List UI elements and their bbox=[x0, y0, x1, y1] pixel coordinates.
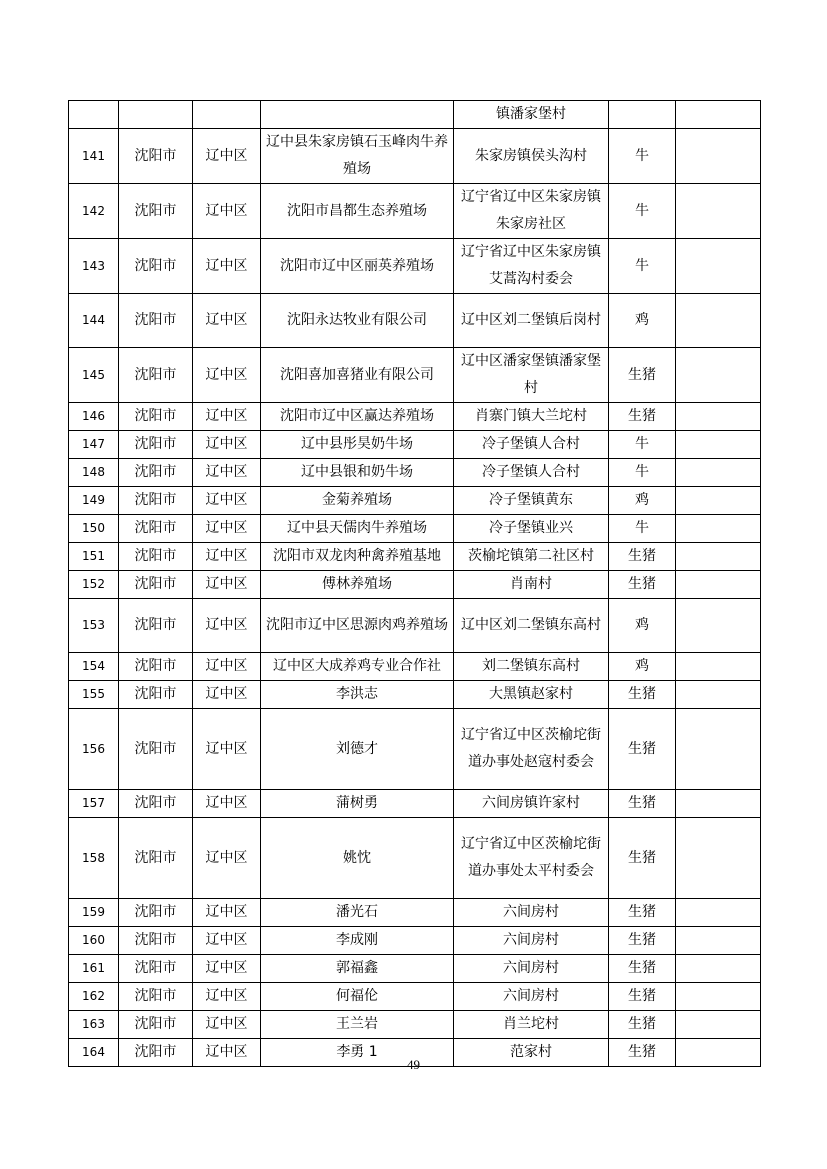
city-cell: 沈阳市 bbox=[119, 599, 193, 653]
remarks-cell bbox=[676, 129, 761, 184]
city-cell: 沈阳市 bbox=[119, 653, 193, 681]
farm-name-cell: 金菊养殖场 bbox=[261, 487, 454, 515]
remarks-cell bbox=[676, 403, 761, 431]
farm-name-cell: 沈阳喜加喜猪业有限公司 bbox=[261, 348, 454, 403]
farm-name-cell: 傅林养殖场 bbox=[261, 571, 454, 599]
city-cell: 沈阳市 bbox=[119, 543, 193, 571]
row-number-cell: 143 bbox=[69, 239, 119, 294]
city-cell: 沈阳市 bbox=[119, 348, 193, 403]
city-cell bbox=[119, 101, 193, 129]
farm-name-cell: 辽中县天儒肉牛养殖场 bbox=[261, 515, 454, 543]
farm-name-cell: 李洪志 bbox=[261, 681, 454, 709]
city-cell: 沈阳市 bbox=[119, 955, 193, 983]
address-cell: 辽宁省辽中区茨榆坨街道办事处太平村委会 bbox=[454, 818, 609, 899]
row-number-cell: 145 bbox=[69, 348, 119, 403]
row-number-cell: 163 bbox=[69, 1011, 119, 1039]
remarks-cell bbox=[676, 487, 761, 515]
remarks-cell bbox=[676, 899, 761, 927]
row-number-cell: 161 bbox=[69, 955, 119, 983]
livestock-type-cell: 生猪 bbox=[609, 790, 676, 818]
table-row bbox=[69, 653, 761, 681]
address-cell: 辽宁省辽中区朱家房镇艾蒿沟村委会 bbox=[454, 239, 609, 294]
city-cell: 沈阳市 bbox=[119, 571, 193, 599]
farm-name-cell: 王兰岩 bbox=[261, 1011, 454, 1039]
remarks-cell bbox=[676, 709, 761, 790]
farm-name-cell: 沈阳市辽中区丽英养殖场 bbox=[261, 239, 454, 294]
table-row bbox=[69, 348, 761, 403]
table-row bbox=[69, 459, 761, 487]
farm-name-cell: 刘德才 bbox=[261, 709, 454, 790]
farm-name-cell: 沈阳永达牧业有限公司 bbox=[261, 294, 454, 348]
registry-table bbox=[68, 100, 761, 1067]
table-row bbox=[69, 818, 761, 899]
livestock-type-cell: 牛 bbox=[609, 129, 676, 184]
remarks-cell bbox=[676, 790, 761, 818]
remarks-cell bbox=[676, 543, 761, 571]
livestock-type-cell: 生猪 bbox=[609, 1011, 676, 1039]
address-cell: 冷子堡镇黄东 bbox=[454, 487, 609, 515]
district-cell: 辽中区 bbox=[193, 431, 261, 459]
livestock-type-cell: 生猪 bbox=[609, 403, 676, 431]
address-cell: 辽宁省辽中区茨榆坨街道办事处赵寇村委会 bbox=[454, 709, 609, 790]
address-cell: 冷子堡镇人合村 bbox=[454, 459, 609, 487]
farm-name-cell: 李成刚 bbox=[261, 927, 454, 955]
table-body bbox=[69, 101, 761, 1067]
livestock-type-cell: 生猪 bbox=[609, 681, 676, 709]
city-cell: 沈阳市 bbox=[119, 709, 193, 790]
district-cell: 辽中区 bbox=[193, 899, 261, 927]
table-row bbox=[69, 790, 761, 818]
farm-name-cell: 郭福鑫 bbox=[261, 955, 454, 983]
farm-name-cell: 沈阳市辽中区思源肉鸡养殖场 bbox=[261, 599, 454, 653]
district-cell: 辽中区 bbox=[193, 459, 261, 487]
table-row bbox=[69, 403, 761, 431]
livestock-type-cell: 牛 bbox=[609, 184, 676, 239]
row-number-cell: 152 bbox=[69, 571, 119, 599]
district-cell bbox=[193, 101, 261, 129]
remarks-cell bbox=[676, 653, 761, 681]
city-cell: 沈阳市 bbox=[119, 431, 193, 459]
table-row bbox=[69, 983, 761, 1011]
row-number-cell: 147 bbox=[69, 431, 119, 459]
district-cell: 辽中区 bbox=[193, 184, 261, 239]
district-cell: 辽中区 bbox=[193, 790, 261, 818]
row-number-cell: 156 bbox=[69, 709, 119, 790]
district-cell: 辽中区 bbox=[193, 129, 261, 184]
district-cell: 辽中区 bbox=[193, 1039, 261, 1067]
row-number-cell: 141 bbox=[69, 129, 119, 184]
district-cell: 辽中区 bbox=[193, 955, 261, 983]
district-cell: 辽中区 bbox=[193, 403, 261, 431]
row-number-cell: 158 bbox=[69, 818, 119, 899]
row-number-cell: 164 bbox=[69, 1039, 119, 1067]
city-cell: 沈阳市 bbox=[119, 899, 193, 927]
table-row bbox=[69, 543, 761, 571]
address-cell: 肖南村 bbox=[454, 571, 609, 599]
livestock-type-cell: 牛 bbox=[609, 459, 676, 487]
address-cell: 六间房村 bbox=[454, 927, 609, 955]
table-row bbox=[69, 709, 761, 790]
city-cell: 沈阳市 bbox=[119, 1011, 193, 1039]
address-cell: 刘二堡镇东高村 bbox=[454, 653, 609, 681]
remarks-cell bbox=[676, 927, 761, 955]
city-cell: 沈阳市 bbox=[119, 790, 193, 818]
address-cell: 茨榆坨镇第二社区村 bbox=[454, 543, 609, 571]
table-row bbox=[69, 101, 761, 129]
table-row bbox=[69, 927, 761, 955]
farm-name-cell: 沈阳市双龙肉种禽养殖基地 bbox=[261, 543, 454, 571]
remarks-cell bbox=[676, 184, 761, 239]
address-cell: 冷子堡镇人合村 bbox=[454, 431, 609, 459]
address-cell: 朱家房镇侯头沟村 bbox=[454, 129, 609, 184]
livestock-type-cell: 鸡 bbox=[609, 599, 676, 653]
row-number-cell: 151 bbox=[69, 543, 119, 571]
table-row bbox=[69, 184, 761, 239]
livestock-type-cell: 生猪 bbox=[609, 1039, 676, 1067]
city-cell: 沈阳市 bbox=[119, 487, 193, 515]
livestock-type-cell: 生猪 bbox=[609, 818, 676, 899]
farm-name-cell bbox=[261, 101, 454, 129]
table-row bbox=[69, 681, 761, 709]
district-cell: 辽中区 bbox=[193, 294, 261, 348]
city-cell: 沈阳市 bbox=[119, 681, 193, 709]
remarks-cell bbox=[676, 431, 761, 459]
farm-name-cell: 沈阳市昌都生态养殖场 bbox=[261, 184, 454, 239]
city-cell: 沈阳市 bbox=[119, 983, 193, 1011]
remarks-cell bbox=[676, 983, 761, 1011]
livestock-type-cell: 生猪 bbox=[609, 927, 676, 955]
livestock-type-cell: 鸡 bbox=[609, 294, 676, 348]
farm-name-cell: 辽中县朱家房镇石玉峰肉牛养殖场 bbox=[261, 129, 454, 184]
farm-name-cell: 辽中区大成养鸡专业合作社 bbox=[261, 653, 454, 681]
livestock-type-cell: 生猪 bbox=[609, 899, 676, 927]
table-row bbox=[69, 515, 761, 543]
remarks-cell bbox=[676, 1011, 761, 1039]
table-row bbox=[69, 571, 761, 599]
district-cell: 辽中区 bbox=[193, 1011, 261, 1039]
district-cell: 辽中区 bbox=[193, 653, 261, 681]
address-cell: 范家村 bbox=[454, 1039, 609, 1067]
farm-name-cell: 姚忱 bbox=[261, 818, 454, 899]
row-number-cell bbox=[69, 101, 119, 129]
livestock-type-cell: 生猪 bbox=[609, 955, 676, 983]
address-cell: 六间房村 bbox=[454, 983, 609, 1011]
city-cell: 沈阳市 bbox=[119, 459, 193, 487]
address-cell: 六间房村 bbox=[454, 899, 609, 927]
address-cell: 肖寨门镇大兰坨村 bbox=[454, 403, 609, 431]
row-number-cell: 162 bbox=[69, 983, 119, 1011]
table-row bbox=[69, 899, 761, 927]
farm-name-cell: 辽中县彤昊奶牛场 bbox=[261, 431, 454, 459]
address-cell: 辽宁省辽中区朱家房镇朱家房社区 bbox=[454, 184, 609, 239]
city-cell: 沈阳市 bbox=[119, 129, 193, 184]
remarks-cell bbox=[676, 459, 761, 487]
city-cell: 沈阳市 bbox=[119, 294, 193, 348]
row-number-cell: 148 bbox=[69, 459, 119, 487]
address-cell: 六间房镇许家村 bbox=[454, 790, 609, 818]
row-number-cell: 160 bbox=[69, 927, 119, 955]
table-row bbox=[69, 487, 761, 515]
page-number: 49 bbox=[407, 1057, 420, 1072]
row-number-cell: 153 bbox=[69, 599, 119, 653]
table-row bbox=[69, 1011, 761, 1039]
remarks-cell bbox=[676, 515, 761, 543]
table-row bbox=[69, 294, 761, 348]
farm-name-cell: 蒲树勇 bbox=[261, 790, 454, 818]
district-cell: 辽中区 bbox=[193, 927, 261, 955]
table-row bbox=[69, 239, 761, 294]
livestock-type-cell: 鸡 bbox=[609, 487, 676, 515]
livestock-type-cell: 生猪 bbox=[609, 543, 676, 571]
city-cell: 沈阳市 bbox=[119, 927, 193, 955]
district-cell: 辽中区 bbox=[193, 571, 261, 599]
remarks-cell bbox=[676, 955, 761, 983]
district-cell: 辽中区 bbox=[193, 543, 261, 571]
table-row bbox=[69, 955, 761, 983]
city-cell: 沈阳市 bbox=[119, 184, 193, 239]
address-cell: 辽中区潘家堡镇潘家堡村 bbox=[454, 348, 609, 403]
farm-name-cell: 李勇 1 bbox=[261, 1039, 454, 1067]
table-row bbox=[69, 599, 761, 653]
farm-name-cell: 何福伦 bbox=[261, 983, 454, 1011]
row-number-cell: 159 bbox=[69, 899, 119, 927]
district-cell: 辽中区 bbox=[193, 599, 261, 653]
row-number-cell: 157 bbox=[69, 790, 119, 818]
livestock-type-cell: 生猪 bbox=[609, 348, 676, 403]
district-cell: 辽中区 bbox=[193, 239, 261, 294]
address-cell: 辽中区刘二堡镇后岗村 bbox=[454, 294, 609, 348]
farm-name-cell: 沈阳市辽中区赢达养殖场 bbox=[261, 403, 454, 431]
remarks-cell bbox=[676, 599, 761, 653]
district-cell: 辽中区 bbox=[193, 709, 261, 790]
city-cell: 沈阳市 bbox=[119, 1039, 193, 1067]
row-number-cell: 150 bbox=[69, 515, 119, 543]
livestock-type-cell: 生猪 bbox=[609, 571, 676, 599]
address-cell: 大黑镇赵家村 bbox=[454, 681, 609, 709]
remarks-cell bbox=[676, 101, 761, 129]
farm-name-cell: 潘光石 bbox=[261, 899, 454, 927]
city-cell: 沈阳市 bbox=[119, 515, 193, 543]
livestock-type-cell: 牛 bbox=[609, 239, 676, 294]
livestock-type-cell: 鸡 bbox=[609, 653, 676, 681]
district-cell: 辽中区 bbox=[193, 681, 261, 709]
row-number-cell: 146 bbox=[69, 403, 119, 431]
row-number-cell: 149 bbox=[69, 487, 119, 515]
remarks-cell bbox=[676, 571, 761, 599]
remarks-cell bbox=[676, 348, 761, 403]
district-cell: 辽中区 bbox=[193, 515, 261, 543]
district-cell: 辽中区 bbox=[193, 983, 261, 1011]
remarks-cell bbox=[676, 818, 761, 899]
table-row bbox=[69, 431, 761, 459]
district-cell: 辽中区 bbox=[193, 818, 261, 899]
livestock-type-cell: 生猪 bbox=[609, 983, 676, 1011]
address-cell: 镇潘家堡村 bbox=[454, 101, 609, 129]
table-row bbox=[69, 129, 761, 184]
address-cell: 辽中区刘二堡镇东高村 bbox=[454, 599, 609, 653]
farm-name-cell: 辽中县银和奶牛场 bbox=[261, 459, 454, 487]
livestock-type-cell: 生猪 bbox=[609, 709, 676, 790]
livestock-type-cell: 牛 bbox=[609, 431, 676, 459]
city-cell: 沈阳市 bbox=[119, 239, 193, 294]
livestock-type-cell bbox=[609, 101, 676, 129]
row-number-cell: 154 bbox=[69, 653, 119, 681]
address-cell: 六间房村 bbox=[454, 955, 609, 983]
row-number-cell: 144 bbox=[69, 294, 119, 348]
city-cell: 沈阳市 bbox=[119, 403, 193, 431]
address-cell: 肖兰坨村 bbox=[454, 1011, 609, 1039]
row-number-cell: 142 bbox=[69, 184, 119, 239]
district-cell: 辽中区 bbox=[193, 487, 261, 515]
address-cell: 冷子堡镇业兴 bbox=[454, 515, 609, 543]
remarks-cell bbox=[676, 294, 761, 348]
city-cell: 沈阳市 bbox=[119, 818, 193, 899]
remarks-cell bbox=[676, 239, 761, 294]
district-cell: 辽中区 bbox=[193, 348, 261, 403]
livestock-type-cell: 牛 bbox=[609, 515, 676, 543]
row-number-cell: 155 bbox=[69, 681, 119, 709]
remarks-cell bbox=[676, 681, 761, 709]
